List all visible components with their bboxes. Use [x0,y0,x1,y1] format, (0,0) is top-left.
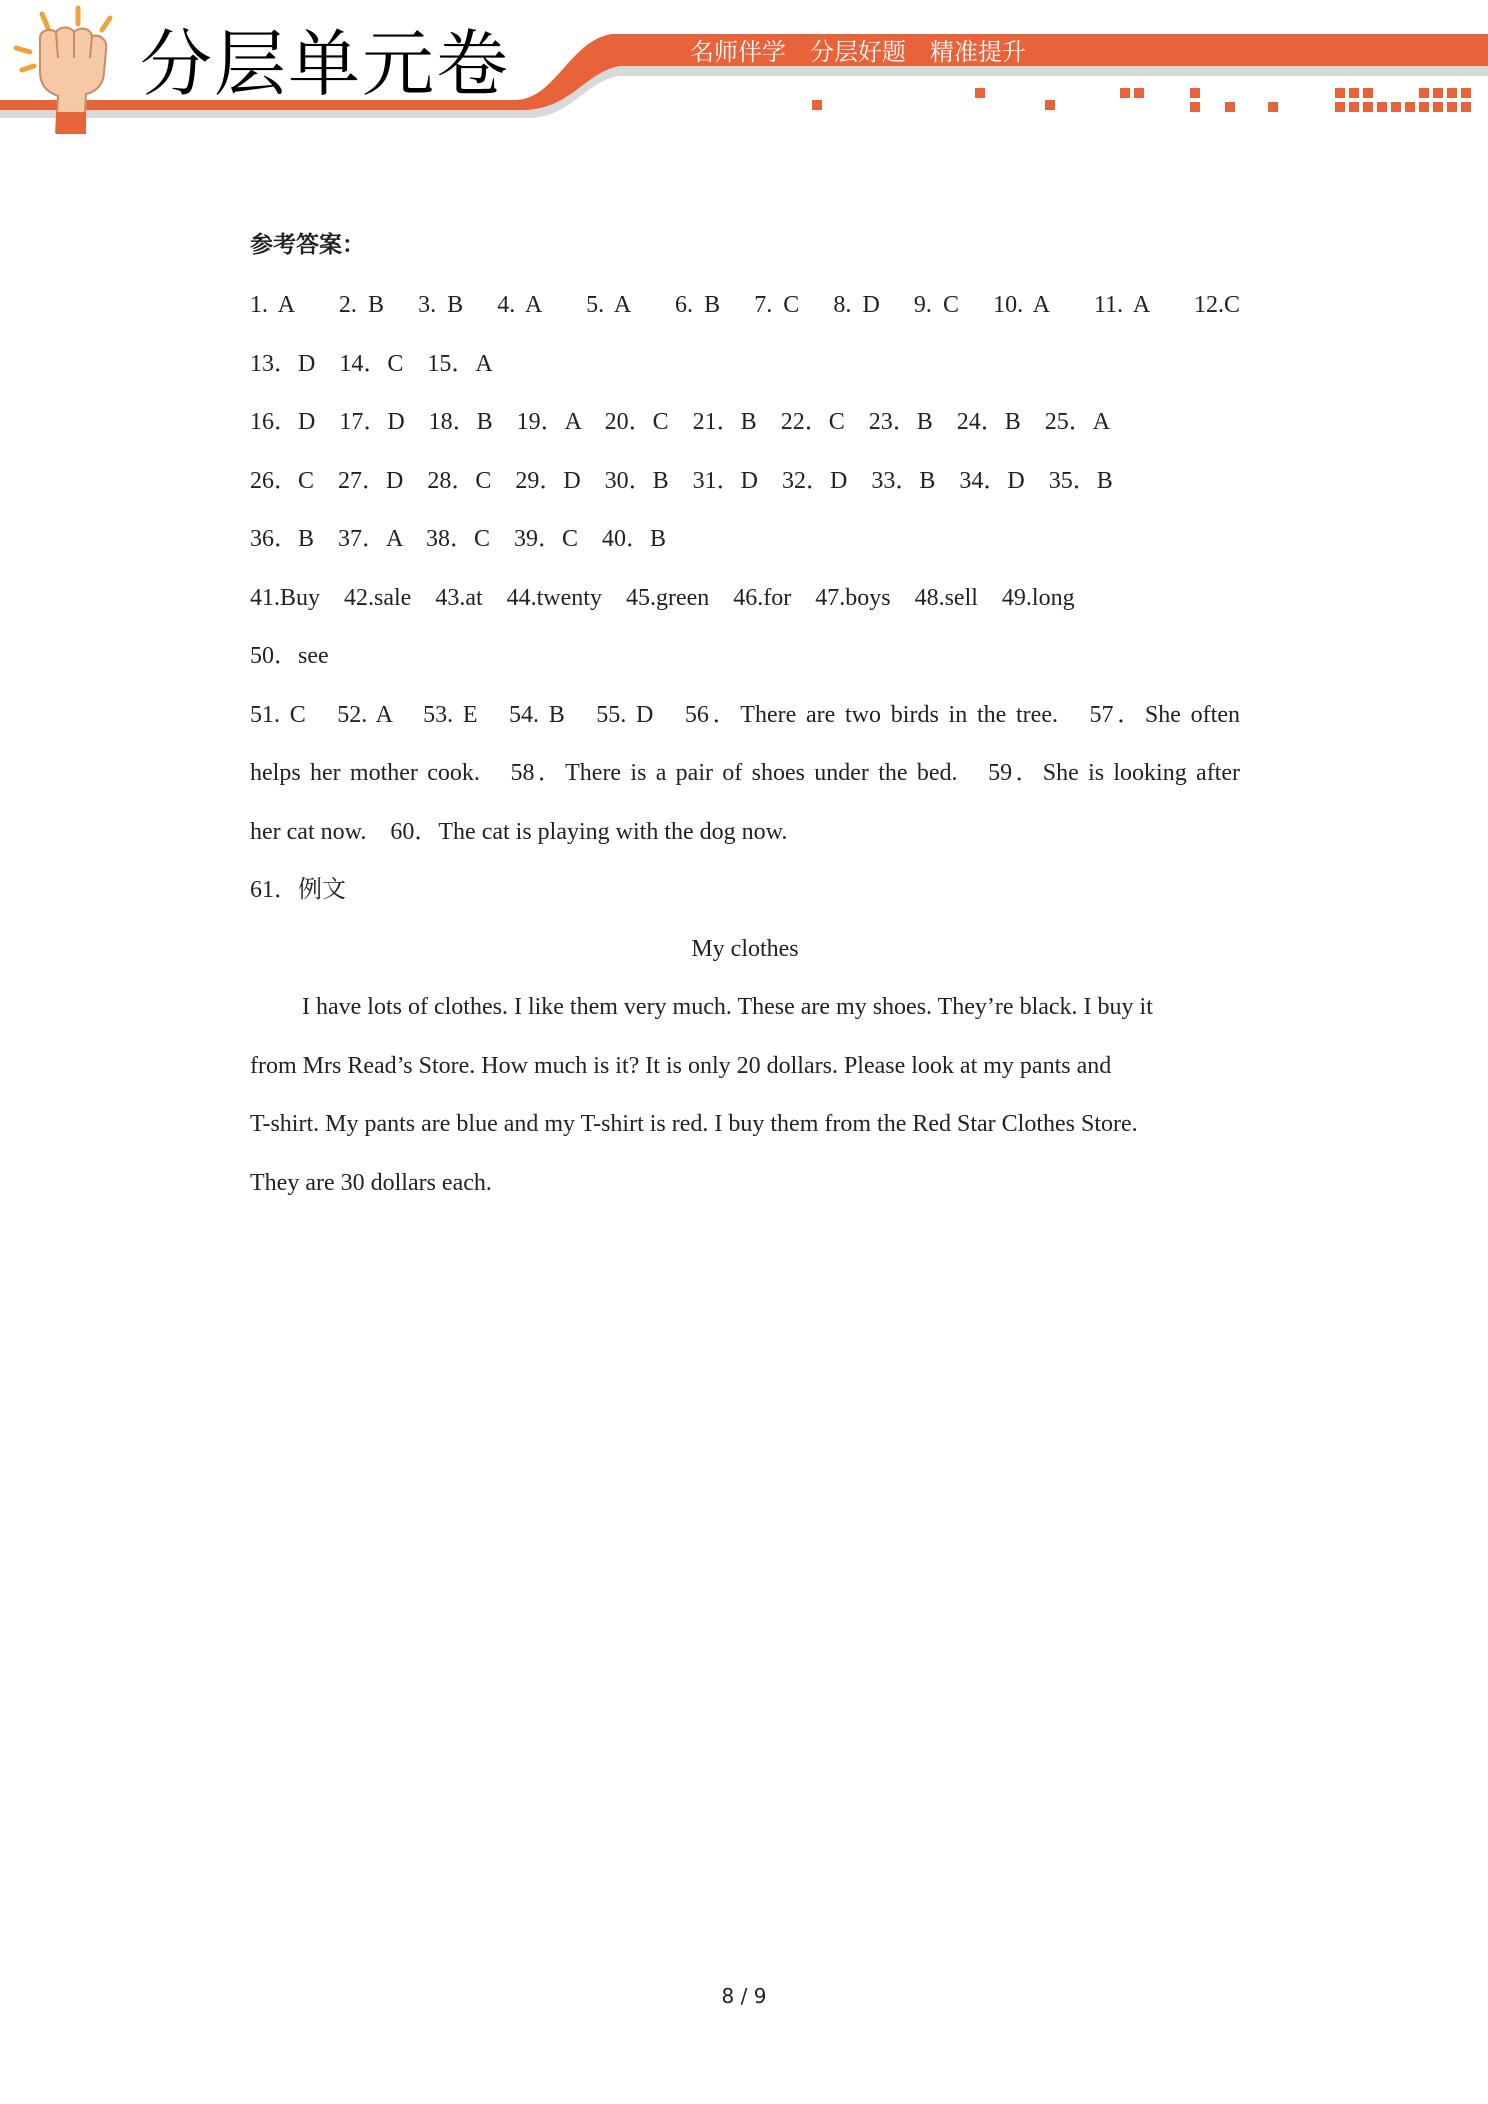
answer-line: her cat now. 60．The cat is playing with the dog now. [250,818,788,845]
page-header [0,0,1488,140]
essay-line: from Mrs Read’s Store. How much is it? It is only 20 dollars. Please look at my pants and [250,1052,1112,1079]
answer-line: 1. A 2. B 3. B 4. A 5. A 6. B 7. C 8. D 9. C 10. A 11. A 12.C [250,292,1240,318]
answer-line: 50．see [250,643,329,669]
essay-title: My clothes [691,935,799,962]
answer-line: 16．D 17．D 18．B 19．A 20．C 21．B 22．C 23．B 24．B 25．A [250,409,1111,435]
brand-slogan: 名师伴学 分层好题 精准提升 [690,38,1026,66]
decorative-squares [812,88,1471,112]
answer-line: 36．B 37．A 38．C 39．C 40．B [250,526,667,552]
answer-line: helps her mother cook. 58．There is a pair of shoes under the bed. 59．She is looking after [250,760,1240,786]
essay-line: I have lots of clothes. I like them very much. These are my shoes. They’re black. I buy it [302,994,1153,1020]
answers-heading: 参考答案： [250,232,365,258]
answer-line: 26．C 27．D 28．C 29．D 30．B 31．D 32．D 33．B 34．D 35．B [250,467,1113,494]
brand-title: 分层单元卷 [140,22,511,106]
answer-line: 41.Buy 42.sale 43.at 44.twenty 45.green 46.for 47.boys 48.sell 49.long [250,584,1075,611]
page-indicator: 8 / 9 [721,1984,767,2008]
answer-line: 61．例文 [250,877,346,903]
answer-line: 13．D 14．C 15．A [250,350,493,377]
essay-line: T-shirt. My pants are blue and my T-shirt is red. I buy them from the Red Star Clothes Store. [250,1111,1138,1137]
essay-line: They are 30 dollars each. [250,1169,492,1196]
answer-sheet [250,220,1240,1212]
answer-line: 51. C 52. A 53. E 54. B 55. D 56．There are two birds in the tree. 57．She often [250,701,1240,728]
